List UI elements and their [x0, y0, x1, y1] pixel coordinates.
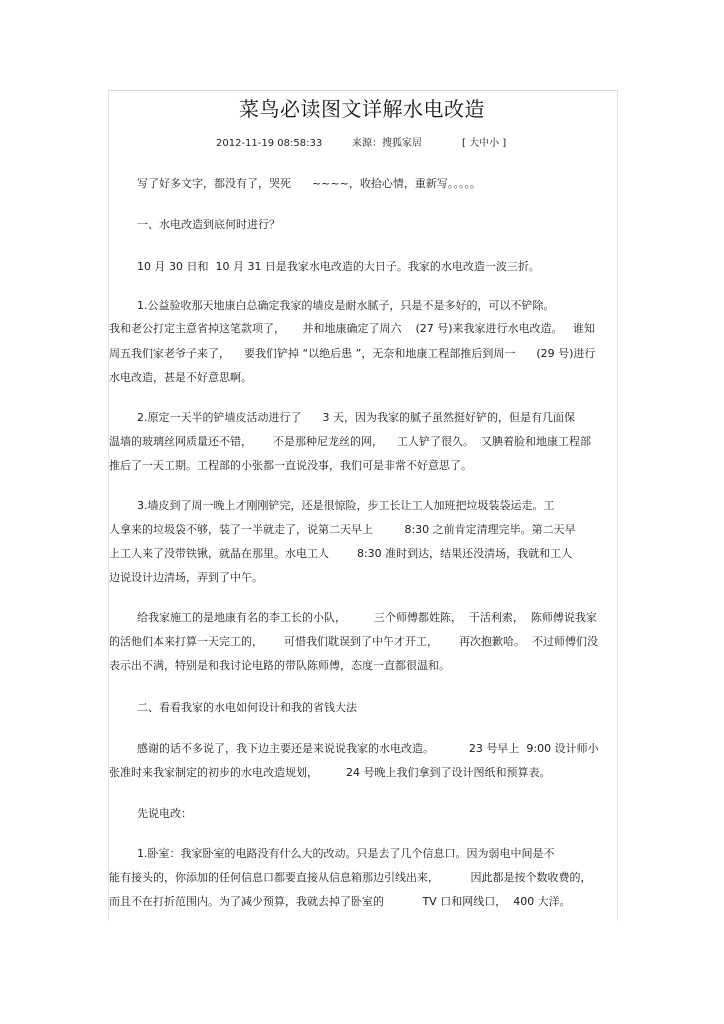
paragraph-line: 给我家施工的是地康有名的李工长的小队， 三个师傅都姓陈， 干活利索， 陈师傅说我家 — [109, 611, 597, 624]
article-title: 菜鸟必读图文详解水电改造 — [239, 97, 485, 121]
paragraph-line: 表示出不满，特别是和我讨论电路的带队陈师傅，态度一直都很温和。 — [109, 659, 450, 672]
section-heading: 一、水电改造到底何时进行？ — [109, 218, 280, 231]
paragraph-line: 我和老公打定主意省掉这笔款项了， 并和地康确定了周六 (27 号)来我家进行水电改造。 谁知 — [109, 322, 596, 335]
paragraph-line: 而且不在打折范围内。为了减少预算，我就去掉了卧室的 TV 口和网线口， 400 大洋。 — [109, 895, 571, 908]
paragraph-line: 温墙的玻璃丝网质量还不错， 不是那种尼龙丝的网， 工人铲了很久。 又腆着脸和地康工程部 — [109, 435, 591, 448]
subsection-heading: 先说电改： — [109, 807, 192, 820]
paragraph-line: 水电改造，甚是不好意思啊。 — [109, 371, 252, 384]
paragraph-line: 感谢的话不多说了，我下边主要还是来说说我家的水电改造。 23 号早上 9:00 设计师小 — [109, 742, 599, 755]
paragraph-line: 能有接头的，你添加的任何信息口都要直接从信息箱那边引线出来， 因此都是按个数收费的， — [109, 871, 592, 884]
article-source: 来源：搜狐家居 — [352, 138, 422, 149]
paragraph-line: 2.原定一天半的铲墙皮活动进行了 3 天，因为我家的腻子虽然挺好铲的，但是有几面保 — [109, 411, 575, 424]
paragraph-line: 1.公益验收那天地康白总确定我家的墙皮是耐水腻子，只是不是多好的，可以不铲除。 — [109, 299, 555, 312]
section-heading: 二、看看我家的水电如何设计和我的省钱大法 — [109, 701, 357, 714]
paragraph-line: 张准时来我家制定的初步的水电改造规划， 24 号晚上我们拿到了设计图纸和预算表。 — [109, 766, 551, 779]
font-size-control[interactable]: [ 大中小 ] — [462, 138, 507, 149]
paragraph-line: 推后了一天工期。工程部的小张都一直说没事，我们可是非常不好意思了。 — [109, 459, 472, 472]
paragraph-line: 写了好多文字，都没有了，哭死 ~~~~，收拾心情，重新写。。。。。 — [109, 177, 481, 190]
paragraph-line: 的活他们本来打算一天完工的， 可惜我们耽误到了中午才开工， 再次抱歉哈。 不过师傅们没 — [109, 635, 598, 648]
paragraph-line: 人拿来的垃圾袋不够，装了一半就走了，说第二天早上 8:30 之前肯定清理完毕。第二天早 — [109, 523, 576, 536]
paragraph-line: 上工人来了没带铁锹，就晶在那里。水电工人 8:30 准时到达，结果还没清场，我就和工人 — [109, 547, 573, 560]
article-date: 2012-11-19 08:58:33 — [216, 138, 323, 149]
paragraph-line: 3.墙皮到了周一晚上才刚刚铲完，还是很惊险，步工长让工人加班把垃圾装袋运走。工 — [109, 499, 555, 512]
paragraph-line: 1.卧室：我家卧室的电路没有什么大的改动。只是去了几个信息口。因为弱电中间是不 — [109, 847, 555, 860]
paragraph-line: 10 月 30 日和 10 月 31 日是我家水电改造的大日子。我家的水电改造一波三折。 — [109, 260, 540, 273]
paragraph-line: 周五我们家老爷子来了， 要我们铲掉 “以绝后患 ”，无奈和地康工程部推后到周一 (29 号)进行 — [109, 347, 596, 360]
paragraph-line: 边说设计边清场，弄到了中午。 — [109, 571, 263, 584]
